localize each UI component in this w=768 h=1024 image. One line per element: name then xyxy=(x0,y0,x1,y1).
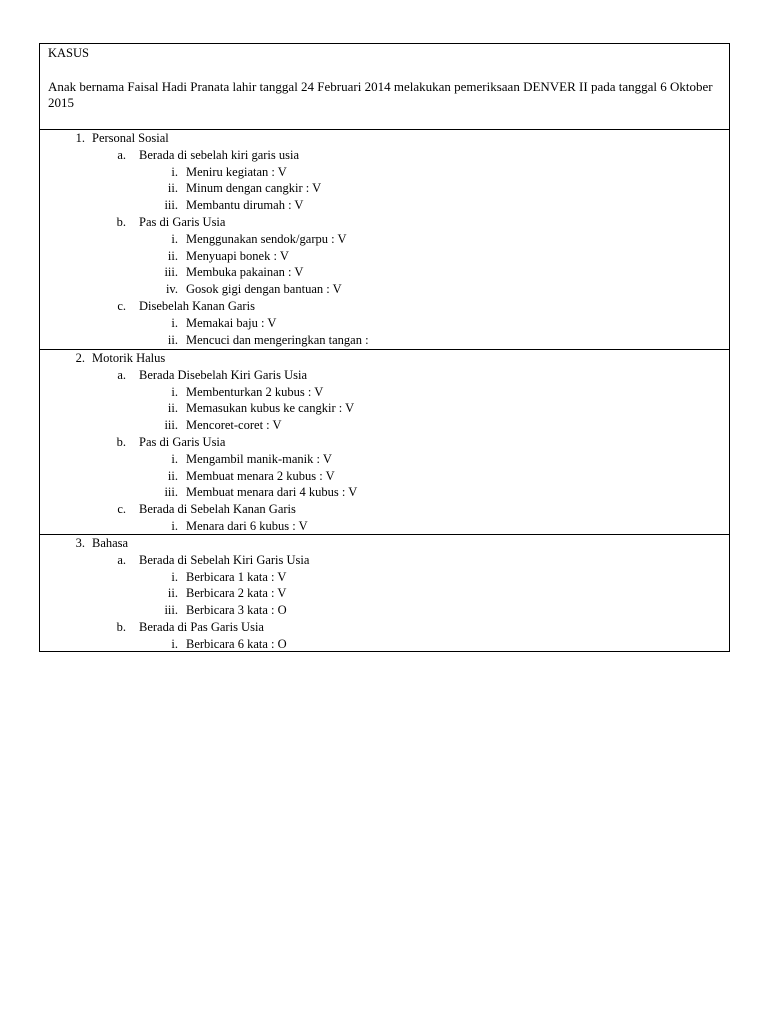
list-marker: ii. xyxy=(167,401,178,416)
list-item xyxy=(40,468,729,485)
list-item xyxy=(40,484,729,501)
list-item xyxy=(40,332,729,349)
section-heading xyxy=(40,350,729,367)
list-label: Berada di sebelah kiri garis usia xyxy=(139,147,300,162)
section-personal-sosial xyxy=(40,129,729,349)
list-item xyxy=(40,180,729,197)
list-label: Membuka pakainan : V xyxy=(186,265,304,280)
list-item xyxy=(40,636,729,653)
list-label: Gosok gigi dengan bantuan : V xyxy=(186,282,342,297)
list-marker: i. xyxy=(171,569,178,584)
list-marker: ii. xyxy=(167,332,178,347)
list-label: Menggunakan sendok/garpu : V xyxy=(186,231,347,246)
group-heading xyxy=(40,619,729,636)
list-label: Berada di Sebelah Kiri Garis Usia xyxy=(139,552,310,567)
list-label: Meniru kegiatan : V xyxy=(186,164,287,179)
list-label: Membantu dirumah : V xyxy=(186,198,304,213)
case-description: Anak bernama Faisal Hadi Pranata lahir tanggal 24 Februari 2014 melakukan pemeriksaan DENVER II pada tanggal 6 Oktober 2015 xyxy=(48,79,713,110)
list-item xyxy=(40,518,729,535)
group-heading xyxy=(40,214,729,231)
list-label: Mencoret-coret : V xyxy=(186,418,282,433)
list-marker: i. xyxy=(171,164,178,179)
group-heading xyxy=(40,147,729,164)
section-heading xyxy=(40,535,729,552)
list-label: Mengambil manik-manik : V xyxy=(186,451,332,466)
list-item xyxy=(40,384,729,401)
list-marker: i. xyxy=(171,518,178,533)
case-header xyxy=(40,44,729,129)
list-label: Membuat menara dari 4 kubus : V xyxy=(186,485,358,500)
list-item xyxy=(40,264,729,281)
list-label: Menara dari 6 kubus : V xyxy=(186,518,308,533)
list-label: Pas di Garis Usia xyxy=(139,434,226,449)
list-label: Berbicara 6 kata : O xyxy=(186,636,287,651)
list-item xyxy=(40,602,729,619)
section-bahasa xyxy=(40,534,729,651)
list-label: Pas di Garis Usia xyxy=(139,214,226,229)
list-marker: iii. xyxy=(164,198,178,213)
list-label: Berada di Pas Garis Usia xyxy=(139,619,264,634)
list-label: Memakai baju : V xyxy=(186,315,277,330)
list-label: Menyuapi bonek : V xyxy=(186,248,289,263)
list-label: Bahasa xyxy=(92,536,129,550)
list-item xyxy=(40,315,729,332)
list-marker: 3. xyxy=(75,536,85,550)
list-marker: iii. xyxy=(164,418,178,433)
case-table xyxy=(39,43,730,652)
list-label: Personal Sosial xyxy=(92,131,169,145)
list-marker: i. xyxy=(171,451,178,466)
group-heading xyxy=(40,552,729,569)
group-heading xyxy=(40,367,729,384)
group-heading xyxy=(40,298,729,315)
list-label: Mencuci dan mengeringkan tangan : xyxy=(186,332,369,347)
list-item xyxy=(40,164,729,181)
list-label: Berbicara 2 kata : V xyxy=(186,586,287,601)
list-label: Membenturkan 2 kubus : V xyxy=(186,384,324,399)
list-marker: i. xyxy=(171,231,178,246)
list-label: Berbicara 1 kata : V xyxy=(186,569,287,584)
list-marker: ii. xyxy=(167,468,178,483)
list-item xyxy=(40,585,729,602)
group-heading xyxy=(40,434,729,451)
list-label: Berada di Sebelah Kanan Garis xyxy=(139,502,296,517)
list-label: Membuat menara 2 kubus : V xyxy=(186,468,335,483)
list-marker: iii. xyxy=(164,485,178,500)
list-marker: c. xyxy=(117,298,126,313)
group-heading xyxy=(40,501,729,518)
list-marker: iv. xyxy=(165,282,178,297)
list-marker: b. xyxy=(116,214,126,229)
list-marker: ii. xyxy=(167,248,178,263)
list-marker: i. xyxy=(171,315,178,330)
list-marker: 1. xyxy=(75,131,85,145)
list-marker: i. xyxy=(171,384,178,399)
list-item xyxy=(40,451,729,468)
list-marker: b. xyxy=(116,434,126,449)
list-label: Berbicara 3 kata : O xyxy=(186,603,287,618)
list-item xyxy=(40,400,729,417)
list-label: Minum dengan cangkir : V xyxy=(186,181,322,196)
list-marker: a. xyxy=(117,367,126,382)
section-motorik-halus xyxy=(40,349,729,534)
list-item xyxy=(40,569,729,586)
list-marker: i. xyxy=(171,636,178,651)
list-item xyxy=(40,197,729,214)
list-marker: c. xyxy=(117,502,126,517)
list-marker: 2. xyxy=(75,351,85,365)
list-label: Motorik Halus xyxy=(92,351,166,365)
list-marker: b. xyxy=(116,619,126,634)
list-item xyxy=(40,281,729,298)
list-item xyxy=(40,417,729,434)
section-heading xyxy=(40,130,729,147)
list-marker: a. xyxy=(117,147,126,162)
list-marker: iii. xyxy=(164,265,178,280)
list-marker: ii. xyxy=(167,181,178,196)
list-label: Disebelah Kanan Garis xyxy=(139,298,255,313)
list-label: Berada Disebelah Kiri Garis Usia xyxy=(139,367,307,382)
list-item xyxy=(40,248,729,265)
list-label: Memasukan kubus ke cangkir : V xyxy=(186,401,355,416)
list-item xyxy=(40,231,729,248)
case-title: KASUS xyxy=(48,46,89,60)
list-marker: ii. xyxy=(167,586,178,601)
list-marker: iii. xyxy=(164,603,178,618)
list-marker: a. xyxy=(117,552,126,567)
